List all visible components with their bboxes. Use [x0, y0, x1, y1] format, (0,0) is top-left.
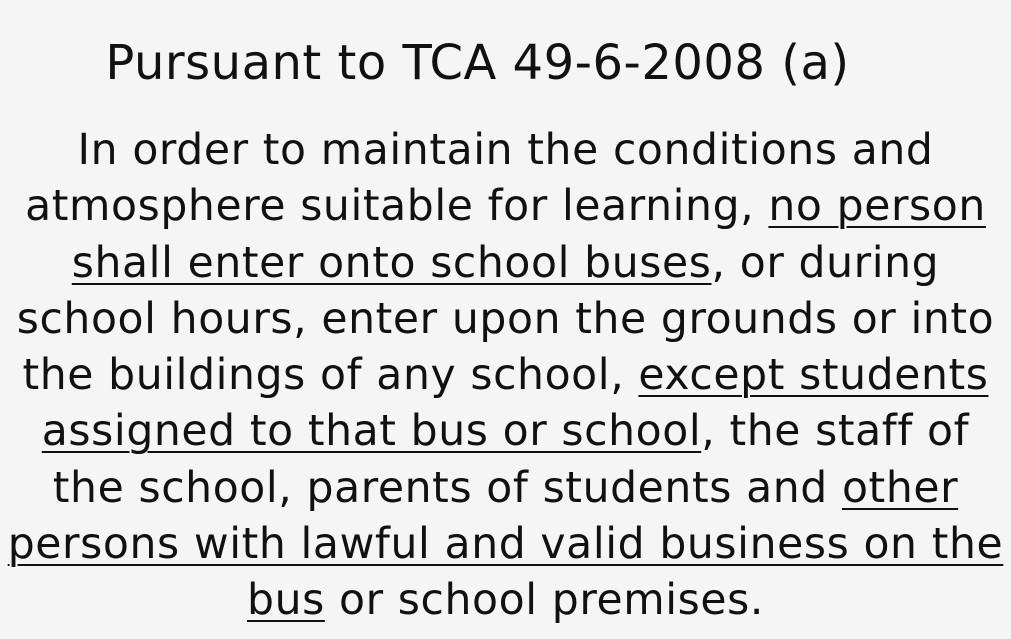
paragraph-text-3: , the staff of the school, parents of students and [52, 407, 970, 513]
paragraph-text-1: In order to maintain the conditions and atmosphere suitable for learning, [25, 126, 934, 232]
underlined-phrase-other-persons: other persons with lawful and valid business on the bus [7, 463, 1004, 626]
document-title: Pursuant to TCA 49-6-2008 (a) [105, 35, 850, 91]
paragraph-text-2: , or during school hours, enter upon the grounds or into the buildings of any school, [16, 238, 995, 401]
statute-paragraph [4, 123, 1007, 630]
underlined-phrase-except-students: except students assigned to that bus or school [41, 351, 989, 457]
paragraph-text-4: or school premises. [324, 576, 764, 626]
underlined-phrase-no-person: no person shall enter onto school buses [71, 182, 986, 288]
